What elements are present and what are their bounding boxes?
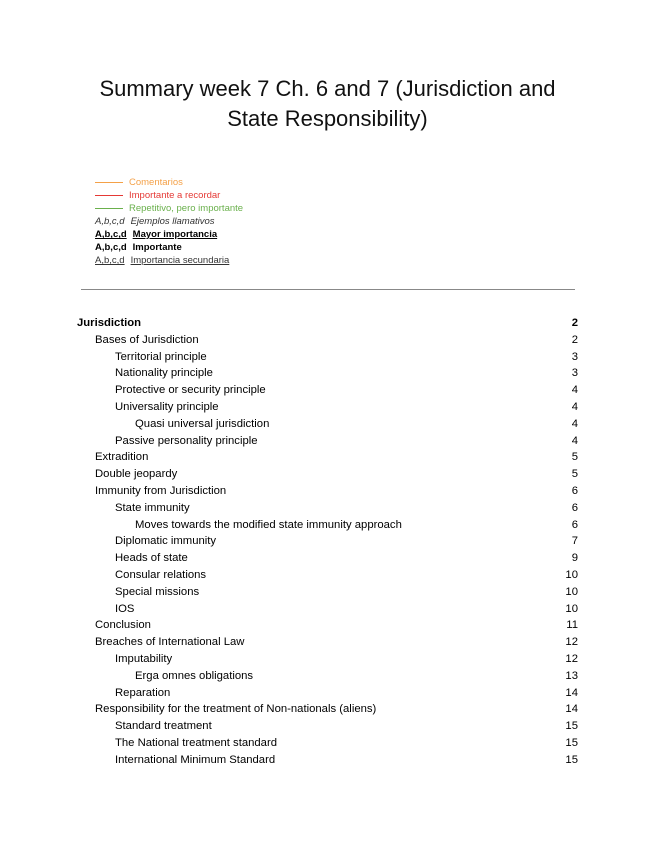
toc-item-page: 3: [571, 367, 578, 380]
toc-item[interactable]: [0, 617, 655, 634]
toc-item-page: 14: [565, 686, 578, 699]
legend-repetitive-label: Repetitivo, pero importante: [129, 203, 244, 214]
toc-item[interactable]: [0, 584, 655, 601]
toc-item-title: Standard treatment: [115, 720, 212, 733]
toc-item-title: Jurisdiction: [77, 317, 142, 329]
toc-item[interactable]: [0, 685, 655, 702]
legend-examples-abcd: A,b,c,d: [95, 216, 125, 227]
toc-item[interactable]: [0, 466, 655, 483]
toc-item-title: Moves towards the modified state immunity approach: [135, 518, 402, 531]
toc-item[interactable]: [0, 500, 655, 517]
toc-item-page: 5: [571, 468, 578, 481]
toc-item-page: 10: [565, 568, 578, 581]
toc-item[interactable]: [0, 315, 655, 332]
legend-examples: [95, 215, 243, 228]
toc-item-page: 15: [565, 753, 578, 766]
toc-item[interactable]: [0, 449, 655, 466]
toc-item-title: Protective or security principle: [115, 384, 266, 397]
toc-item[interactable]: [0, 752, 655, 769]
legend-comment-line: [95, 182, 123, 183]
document-title: [0, 74, 655, 134]
title-line-1: Summary week 7 Ch. 6 and 7 (Jurisdiction and: [99, 76, 556, 101]
toc-item-page: 10: [565, 585, 578, 598]
toc-item-page: 6: [571, 501, 578, 514]
toc-item-page: 12: [565, 636, 578, 649]
legend-important-label: Importante a recordar: [129, 190, 221, 201]
toc-item[interactable]: [0, 349, 655, 366]
toc-item[interactable]: [0, 567, 655, 584]
legend-secondary-label: Importancia secundaria: [130, 255, 230, 266]
toc-item[interactable]: [0, 332, 655, 349]
legend-major: [95, 228, 243, 241]
toc-item[interactable]: [0, 416, 655, 433]
toc-item[interactable]: [0, 718, 655, 735]
toc-item-page: 11: [566, 619, 578, 632]
toc-item-title: The National treatment standard: [115, 736, 278, 749]
toc-item[interactable]: [0, 533, 655, 550]
toc-item-page: 2: [571, 317, 578, 329]
toc-item[interactable]: [0, 601, 655, 618]
toc-item-title: Quasi universal jurisdiction: [135, 417, 270, 430]
toc-item[interactable]: [0, 668, 655, 685]
toc-item-title: Consular relations: [115, 568, 207, 581]
toc-item-page: 4: [571, 400, 578, 413]
toc-item[interactable]: [0, 382, 655, 399]
toc-item-title: Bases of Jurisdiction: [95, 333, 199, 346]
legend-secondary-abcd: A,b,c,d: [95, 255, 125, 266]
toc-item[interactable]: [0, 517, 655, 534]
toc-item-page: 5: [571, 451, 578, 464]
toc-item-title: Breaches of International Law: [95, 636, 245, 649]
toc-item-page: 4: [571, 434, 578, 447]
toc-item-page: 7: [571, 535, 578, 548]
toc-item-title: Extradition: [95, 451, 149, 464]
toc-item-page: 13: [565, 669, 578, 682]
toc-item-title: Universality principle: [115, 400, 219, 413]
legend-major-abcd: A,b,c,d: [95, 229, 127, 240]
table-of-contents: [0, 315, 655, 769]
legend-repetitive: [95, 202, 243, 215]
toc-item-title: Diplomatic immunity: [115, 535, 217, 548]
color-legend: [95, 176, 243, 267]
toc-item[interactable]: [0, 701, 655, 718]
legend-secondary: [95, 254, 243, 267]
toc-item-title: Conclusion: [95, 619, 151, 632]
legend-comment: [95, 176, 243, 189]
toc-item-title: Passive personality principle: [115, 434, 258, 447]
legend-importante-label: Importante: [132, 242, 182, 253]
toc-item-title: International Minimum Standard: [115, 753, 276, 766]
toc-item-page: 15: [565, 736, 578, 749]
toc-item-page: 4: [571, 417, 578, 430]
toc-item-title: Special missions: [115, 585, 200, 598]
toc-item-title: Territorial principle: [115, 350, 207, 363]
toc-item-page: 6: [571, 484, 578, 497]
toc-item[interactable]: [0, 483, 655, 500]
legend-major-label: Mayor importancia: [132, 229, 218, 240]
toc-item-page: 9: [571, 552, 578, 565]
toc-item-title: Double jeopardy: [95, 468, 178, 481]
title-line-2: State Responsibility): [227, 106, 428, 131]
toc-item-page: 3: [571, 350, 578, 363]
toc-item-page: 6: [571, 518, 578, 531]
toc-item[interactable]: [0, 365, 655, 382]
toc-item-title: Responsibility for the treatment of Non-nationals (aliens): [95, 703, 377, 716]
toc-item-title: Imputability: [115, 652, 173, 665]
toc-item-title: Heads of state: [115, 552, 188, 565]
toc-item-page: 4: [571, 384, 578, 397]
legend-examples-label: Ejemplos llamativos: [130, 216, 215, 227]
legend-important-line: [95, 195, 123, 196]
toc-item-page: 12: [565, 652, 578, 665]
toc-item[interactable]: [0, 433, 655, 450]
toc-item-title: State immunity: [115, 501, 190, 514]
toc-item[interactable]: [0, 735, 655, 752]
toc-item-title: Immunity from Jurisdiction: [95, 484, 227, 497]
toc-item[interactable]: [0, 550, 655, 567]
toc-item-page: 15: [565, 720, 578, 733]
toc-item-page: 10: [565, 602, 578, 615]
legend-important: [95, 189, 243, 202]
toc-item-title: Erga omnes obligations: [135, 669, 254, 682]
legend-comment-label: Comentarios: [129, 177, 183, 188]
toc-item-page: 14: [565, 703, 578, 716]
toc-item-title: Reparation: [115, 686, 171, 699]
legend-repetitive-line: [95, 208, 123, 209]
toc-item[interactable]: [0, 651, 655, 668]
toc-item-page: 2: [571, 333, 578, 346]
toc-item[interactable]: [0, 399, 655, 416]
legend-importante: [95, 241, 243, 254]
toc-item-title: IOS: [115, 602, 135, 615]
toc-item-title: Nationality principle: [115, 367, 213, 380]
legend-importante-abcd: A,b,c,d: [95, 242, 127, 253]
horizontal-divider: [81, 289, 575, 290]
toc-item[interactable]: [0, 634, 655, 651]
